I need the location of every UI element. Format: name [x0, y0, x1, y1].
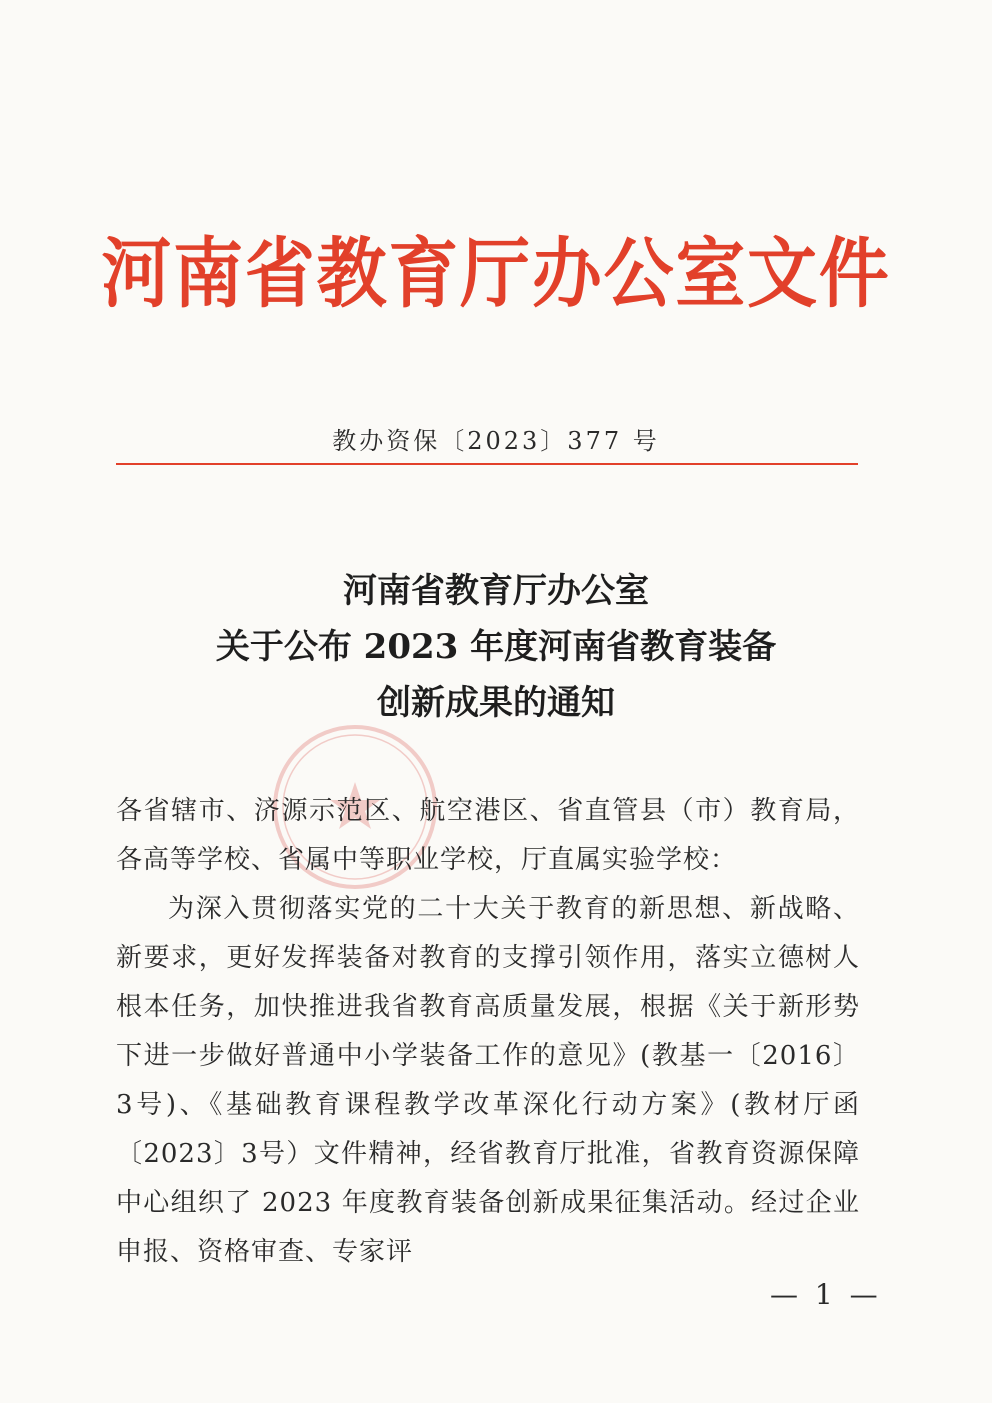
document-title: [0, 563, 992, 731]
body-text: [116, 787, 860, 1277]
document-number: 教办资保〔2023〕377 号: [332, 427, 660, 455]
addressee: 各省辖市、济源示范区、航空港区、省直管县（市）教育局，各高等学校、省属中等职业学校，厅直属实验学校：: [116, 796, 860, 875]
masthead: 河南省教育厅办公室文件: [101, 229, 891, 318]
page-number: — 1 —: [770, 1278, 882, 1311]
red-divider-line: [116, 463, 858, 465]
body-paragraph-1: 为深入贯彻落实党的二十大关于教育的新思想、新战略、新要求，更好发挥装备对教育的支撑引领作用，落实立德树人根本任务，加快推进我省教育高质量发展，根据《关于新形势下进一步做好普通中小学装备工作的意见》(教基一〔2016〕3号)、《基础教育课程教学改革深化行动方案》(教材厅函〔2023〕3号）文件精神，经省教育厅批准，省教育资源保障中心组织了 2023 年度教育装备创新成果征集活动。经过企业申报、资格审查、专家评: [116, 894, 860, 1267]
title-line-2: 关于公布 2023 年度河南省教育装备: [215, 627, 777, 667]
title-line-1: 河南省教育厅办公室: [343, 571, 649, 611]
title-line-3: 创新成果的通知: [377, 683, 615, 723]
